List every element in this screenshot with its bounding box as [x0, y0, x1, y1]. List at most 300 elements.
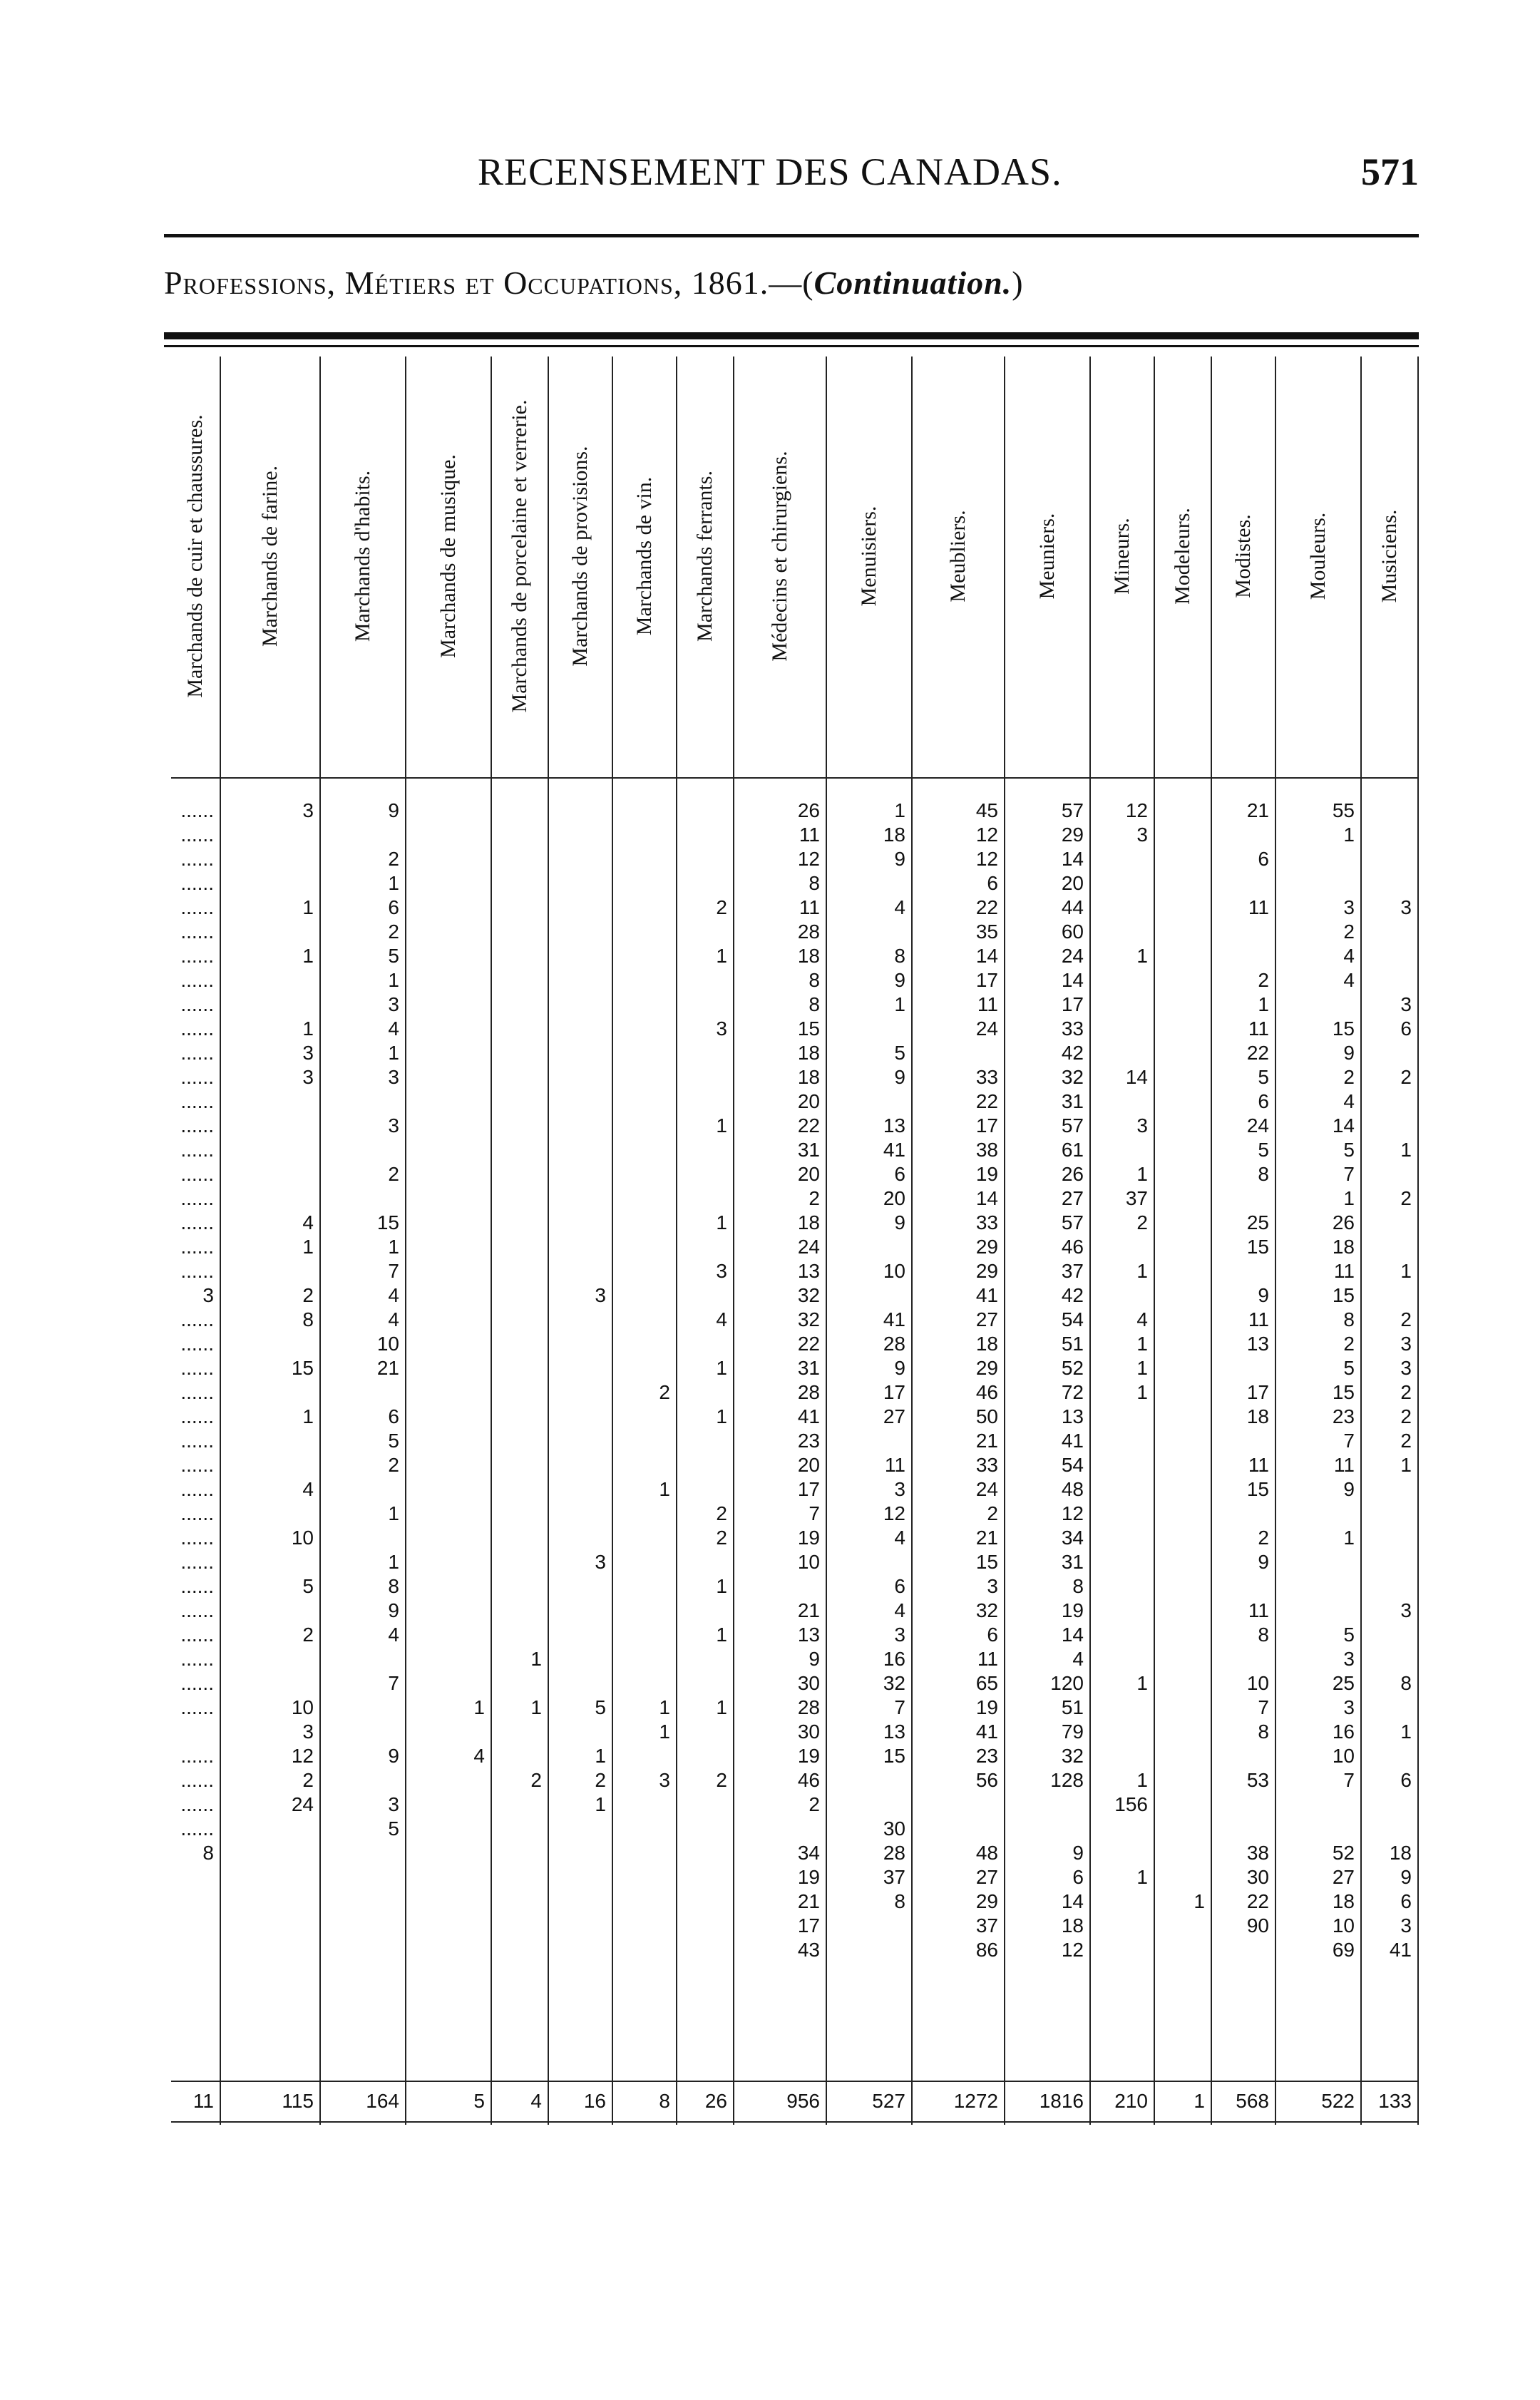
- table-cell: 11: [1248, 1599, 1269, 1621]
- table-cell: 27: [975, 1866, 998, 1888]
- table-cell: [613, 1186, 676, 1211]
- table-cell: 6: [894, 1163, 905, 1185]
- table-cell: 41: [975, 1284, 998, 1306]
- table-cell: [406, 1211, 491, 1235]
- table-cell: 15: [376, 1211, 399, 1234]
- table-cell: [1091, 1283, 1154, 1308]
- table-cell: 8: [808, 993, 820, 1015]
- table-cell: ......: [180, 1551, 214, 1573]
- table-cell: [221, 1114, 319, 1138]
- column-10: [913, 357, 1005, 2125]
- table-cell: 4: [388, 1017, 399, 1040]
- table-cell: 128: [1050, 1769, 1084, 1791]
- column-cells: [492, 799, 548, 1793]
- table-cell: 1: [659, 1720, 670, 1743]
- table-cell: 10: [376, 1333, 399, 1355]
- table-cell: 3: [302, 1066, 314, 1088]
- table-cell: 15: [1332, 1284, 1355, 1306]
- table-cell: 11: [977, 1648, 998, 1670]
- table-cell: [549, 1259, 612, 1283]
- table-cell: 12: [291, 1745, 314, 1767]
- table-cell: [549, 1671, 612, 1696]
- table-cell: 27: [1332, 1866, 1355, 1888]
- table-cell: 18: [1332, 1890, 1355, 1912]
- table-cell: [492, 1720, 548, 1744]
- table-cell: [406, 1259, 491, 1283]
- table-cell: 1: [1136, 945, 1148, 967]
- table-cell: [1155, 1841, 1211, 1865]
- table-cell: ......: [180, 1430, 214, 1452]
- column-cells: [171, 799, 220, 1865]
- table-cell: 2: [659, 1381, 670, 1403]
- table-cell: 3: [894, 1478, 905, 1500]
- column-header: [1276, 357, 1360, 756]
- table-cell: 17: [975, 1114, 998, 1137]
- table-cell: [613, 1114, 676, 1138]
- table-cell: ......: [180, 1527, 214, 1549]
- table-cell: 18: [1332, 1236, 1355, 1258]
- table-cell: [1362, 847, 1417, 871]
- table-cell: 1: [894, 799, 905, 821]
- table-cell: [1091, 1817, 1154, 1841]
- table-cell: 15: [797, 1017, 820, 1040]
- table-cell: [1155, 823, 1211, 847]
- table-cell: [549, 920, 612, 944]
- table-cell: 11: [799, 824, 820, 846]
- table-cell: [1155, 1114, 1211, 1138]
- table-cell: [1155, 1623, 1211, 1647]
- table-cell: 1: [1343, 1187, 1355, 1209]
- table-cell: [1212, 1793, 1275, 1817]
- table-cell: [492, 1623, 548, 1647]
- table-cell: 3: [1400, 1914, 1412, 1937]
- table-cell: 9: [1258, 1284, 1269, 1306]
- table-cell: [492, 968, 548, 993]
- table-cell: [1212, 1259, 1275, 1283]
- table-cell: 4: [1343, 945, 1355, 967]
- table-cell: 11: [1333, 1454, 1355, 1476]
- table-cell: ......: [180, 920, 214, 943]
- table-cell: ......: [180, 1502, 214, 1524]
- table-cell: [549, 847, 612, 871]
- table-cell: [677, 1380, 733, 1405]
- column-16: [1362, 357, 1419, 2125]
- table-cell: [1091, 993, 1154, 1017]
- table-cell: 120: [1050, 1672, 1084, 1694]
- table-cell: 14: [1061, 1890, 1084, 1912]
- table-cell: ......: [180, 969, 214, 991]
- table-cell: 9: [1258, 1551, 1269, 1573]
- table-cell: [734, 1574, 826, 1599]
- table-cell: 7: [894, 1696, 905, 1718]
- table-cell: [406, 1574, 491, 1599]
- column-header: [492, 357, 548, 756]
- total-cell: 956: [786, 2090, 820, 2112]
- table-cell: 22: [975, 1090, 998, 1112]
- table-cell: [492, 1114, 548, 1138]
- table-cell: [549, 1405, 612, 1429]
- column-cells: [734, 799, 826, 1962]
- table-cell: ......: [180, 993, 214, 1015]
- table-cell: [1212, 1502, 1275, 1526]
- table-cell: 41: [975, 1720, 998, 1743]
- table-cell: [1155, 799, 1211, 823]
- table-cell: 4: [1072, 1648, 1084, 1670]
- table-cell: ......: [180, 1042, 214, 1064]
- table-cell: 1: [302, 896, 314, 918]
- table-cell: 1: [716, 1624, 727, 1646]
- table-cell: ......: [180, 1163, 214, 1185]
- table-cell: 15: [291, 1357, 314, 1379]
- table-cell: 2: [1258, 1527, 1269, 1549]
- table-cell: 1: [1136, 1381, 1148, 1403]
- table-cell: 22: [1246, 1042, 1269, 1064]
- table-cell: 44: [1061, 896, 1084, 918]
- table-cell: 2: [1258, 969, 1269, 991]
- table-cell: [1155, 1744, 1211, 1768]
- table-cell: [221, 1162, 319, 1186]
- table-cell: 1: [388, 969, 399, 991]
- table-cell: 51: [1061, 1333, 1084, 1355]
- table-cell: 1: [716, 1405, 727, 1427]
- table-cell: 9: [894, 1357, 905, 1379]
- column-total: [734, 2089, 826, 2113]
- table-cell: [549, 1114, 612, 1138]
- table-cell: [1091, 1550, 1154, 1574]
- table-cell: 15: [1332, 1381, 1355, 1403]
- column-header: [1362, 357, 1417, 756]
- table-cell: 9: [388, 1599, 399, 1621]
- table-cell: 57: [1061, 799, 1084, 821]
- table-cell: [549, 1041, 612, 1065]
- table-cell: 15: [883, 1745, 905, 1767]
- table-cell: 23: [1332, 1405, 1355, 1427]
- column-cells: [1091, 799, 1154, 1962]
- table-cell: 3: [1343, 1648, 1355, 1670]
- table-cell: 8: [202, 1842, 214, 1864]
- column-1: [221, 357, 321, 2125]
- total-cell: 5: [473, 2090, 485, 2112]
- table-cell: 20: [797, 1163, 820, 1185]
- table-cell: 33: [975, 1066, 998, 1088]
- table-cell: [613, 799, 676, 823]
- table-cell: 6: [894, 1575, 905, 1597]
- table-cell: [549, 1526, 612, 1550]
- table-cell: 38: [1246, 1842, 1269, 1864]
- table-cell: [1362, 1623, 1417, 1647]
- table-cell: 31: [1061, 1551, 1084, 1573]
- column-header-label: Marchands ferrants.: [693, 471, 717, 642]
- table-cell: [1155, 1380, 1211, 1405]
- table-cell: ......: [180, 799, 214, 821]
- table-cell: 8: [388, 1575, 399, 1597]
- column-cells: [1212, 799, 1275, 1938]
- table-cell: 5: [1343, 1357, 1355, 1379]
- table-cell: 46: [797, 1769, 820, 1791]
- table-cell: [1212, 1574, 1275, 1599]
- table-cell: [613, 1259, 676, 1283]
- table-cell: [492, 1186, 548, 1211]
- table-cell: [827, 1235, 911, 1259]
- table-cell: [827, 1550, 911, 1574]
- table-cell: 2: [1400, 1066, 1412, 1088]
- table-cell: [613, 823, 676, 847]
- column-header-label: Menuisiers.: [857, 506, 881, 607]
- table-cell: [549, 1162, 612, 1186]
- table-cell: [613, 1211, 676, 1235]
- table-cell: [549, 1017, 612, 1041]
- table-cell: [549, 1235, 612, 1259]
- table-cell: 2: [987, 1502, 998, 1524]
- table-cell: 1: [388, 1236, 399, 1258]
- column-header-label: Meuniers.: [1035, 513, 1059, 600]
- table-cell: 22: [1246, 1890, 1269, 1912]
- table-cell: [613, 944, 676, 968]
- table-cell: 14: [1061, 1624, 1084, 1646]
- table-cell: [406, 823, 491, 847]
- table-cell: [613, 1041, 676, 1065]
- table-cell: [1362, 1696, 1417, 1720]
- table-cell: ......: [180, 1817, 214, 1840]
- table-cell: 6: [987, 872, 998, 894]
- table-cell: 9: [808, 1648, 820, 1670]
- table-cell: 7: [388, 1672, 399, 1694]
- table-cell: 5: [1343, 1139, 1355, 1161]
- table-cell: [613, 1065, 676, 1089]
- table-cell: 8: [808, 872, 820, 894]
- table-cell: 29: [1061, 824, 1084, 846]
- table-cell: [221, 993, 319, 1017]
- table-cell: 1: [1400, 1260, 1412, 1282]
- table-cell: 18: [975, 1333, 998, 1355]
- table-cell: 1: [388, 1502, 399, 1524]
- table-cell: 11: [799, 896, 820, 918]
- table-cell: [1091, 1235, 1154, 1259]
- table-cell: 69: [1332, 1939, 1355, 1961]
- table-cell: 1: [530, 1648, 542, 1670]
- table-cell: [221, 1380, 319, 1405]
- table-cell: [1091, 1041, 1154, 1065]
- table-cell: 4: [302, 1478, 314, 1500]
- table-cell: 30: [797, 1672, 820, 1694]
- table-cell: 4: [716, 1308, 727, 1330]
- total-cell: 568: [1236, 2090, 1269, 2112]
- table-cell: 2: [302, 1769, 314, 1791]
- table-cell: 13: [1061, 1405, 1084, 1427]
- table-cell: 2: [388, 848, 399, 870]
- table-cell: [1091, 1623, 1154, 1647]
- table-cell: 19: [975, 1696, 998, 1718]
- column-header: [1212, 357, 1275, 756]
- table-cell: [1155, 1817, 1211, 1841]
- table-cell: ......: [180, 945, 214, 967]
- table-cell: 1: [659, 1696, 670, 1718]
- table-cell: [406, 847, 491, 871]
- table-cell: 10: [1332, 1745, 1355, 1767]
- table-cell: [827, 920, 911, 944]
- table-cell: 32: [1061, 1066, 1084, 1088]
- table-cell: ......: [180, 1357, 214, 1379]
- table-cell: [677, 920, 733, 944]
- column-6: [613, 357, 677, 2125]
- table-cell: ......: [180, 1672, 214, 1694]
- table-cell: [406, 1186, 491, 1211]
- table-cell: 5: [894, 1042, 905, 1064]
- column-total: [1276, 2089, 1360, 2113]
- table-cell: [677, 968, 733, 993]
- table-cell: [406, 1477, 491, 1502]
- column-14: [1212, 357, 1276, 2125]
- table-cell: 1: [659, 1478, 670, 1500]
- column-total: [913, 2089, 1004, 2113]
- table-cell: [221, 920, 319, 944]
- table-cell: [406, 1065, 491, 1089]
- table-cell: 22: [975, 896, 998, 918]
- table-cell: 1: [1136, 1672, 1148, 1694]
- table-cell: 56: [975, 1769, 998, 1791]
- table-cell: 32: [883, 1672, 905, 1694]
- table-cell: [677, 1477, 733, 1502]
- table-cell: 24: [1246, 1114, 1269, 1137]
- table-cell: 1: [1136, 1163, 1148, 1185]
- table-cell: ......: [180, 1793, 214, 1815]
- table-cell: [1212, 823, 1275, 847]
- column-header: [1091, 357, 1154, 756]
- table-cell: 2: [302, 1624, 314, 1646]
- table-cell: [406, 1526, 491, 1550]
- table-cell: ......: [180, 1575, 214, 1597]
- table-top-rule: [164, 332, 1419, 339]
- table-cell: 24: [797, 1236, 820, 1258]
- table-cell: [613, 1574, 676, 1599]
- table-cell: [613, 1089, 676, 1114]
- table-cell: 6: [1400, 1890, 1412, 1912]
- table-cell: [406, 944, 491, 968]
- table-cell: [321, 1138, 405, 1162]
- table-cell: 4: [894, 1599, 905, 1621]
- column-header: [321, 357, 405, 756]
- column-header: [677, 357, 733, 756]
- table-cell: [1362, 1574, 1417, 1599]
- table-cell: 20: [1061, 872, 1084, 894]
- column-header-label: Musiciens.: [1377, 509, 1401, 603]
- column-cells: [549, 799, 612, 1817]
- table-cell: 3: [1400, 1357, 1412, 1379]
- table-cell: [613, 871, 676, 896]
- table-cell: [677, 1453, 733, 1477]
- table-cell: [1276, 1599, 1360, 1623]
- running-title: RECENSEMENT DES CANADAS.: [478, 150, 1062, 193]
- table-cell: [406, 1429, 491, 1453]
- table-cell: [221, 1138, 319, 1162]
- column-7: [677, 357, 734, 2125]
- column-header: [827, 357, 911, 756]
- page-header: [164, 150, 1419, 207]
- header-rule: [164, 234, 1419, 237]
- table-cell: [1155, 944, 1211, 968]
- table-cell: 6: [388, 1405, 399, 1427]
- table-cell: 19: [797, 1866, 820, 1888]
- table-cell: 10: [1246, 1672, 1269, 1694]
- total-cell: 1272: [953, 2090, 998, 2112]
- table-cell: 18: [797, 1042, 820, 1064]
- table-cell: 1: [1400, 1720, 1412, 1743]
- table-cell: 5: [388, 945, 399, 967]
- table-cell: [492, 1744, 548, 1768]
- table-cell: [677, 871, 733, 896]
- table-cell: ......: [180, 1599, 214, 1621]
- table-cell: 22: [797, 1333, 820, 1355]
- table-cell: [827, 1089, 911, 1114]
- table-title-prefix: Professions, Métiers et Occupations, 1861.—(: [164, 265, 814, 301]
- table-cell: [1362, 1041, 1417, 1065]
- column-header: [221, 357, 319, 756]
- table-cell: 11: [1248, 1308, 1269, 1330]
- table-cell: ......: [180, 896, 214, 918]
- table-cell: ......: [180, 1745, 214, 1767]
- table-cell: [221, 847, 319, 871]
- table-cell: 2: [716, 1769, 727, 1791]
- table-cell: 12: [1061, 1502, 1084, 1524]
- table-cell: [613, 1671, 676, 1696]
- table-cell: [1155, 1138, 1211, 1162]
- table-cell: 1: [1258, 993, 1269, 1015]
- table-cell: [549, 1380, 612, 1405]
- table-cell: [613, 1283, 676, 1308]
- table-cell: 26: [1061, 1163, 1084, 1185]
- table-cell: [406, 1502, 491, 1526]
- table-cell: 3: [388, 1114, 399, 1137]
- table-cell: [1091, 1914, 1154, 1938]
- column-header-label: Mineurs.: [1110, 518, 1134, 595]
- total-cell: 1816: [1039, 2090, 1084, 2112]
- column-cells: [1155, 799, 1211, 1914]
- table-cell: [549, 1356, 612, 1380]
- table-cell: 7: [1258, 1696, 1269, 1718]
- column-total: [492, 2089, 548, 2113]
- table-cell: 5: [1258, 1139, 1269, 1161]
- table-cell: [677, 1429, 733, 1453]
- table-cell: ......: [180, 1236, 214, 1258]
- table-cell: 9: [894, 848, 905, 870]
- table-cell: [1362, 1211, 1417, 1235]
- table-cell: [321, 1089, 405, 1114]
- table-cell: 29: [975, 1890, 998, 1912]
- table-cell: [406, 1623, 491, 1647]
- table-cell: [406, 920, 491, 944]
- table-cell: 27: [883, 1405, 905, 1427]
- table-cell: [613, 1356, 676, 1380]
- table-cell: [613, 1138, 676, 1162]
- table-cell: 32: [797, 1308, 820, 1330]
- table-cell: 20: [797, 1454, 820, 1476]
- table-cell: 2: [1400, 1187, 1412, 1209]
- table-cell: 28: [797, 920, 820, 943]
- table-cell: [221, 1671, 319, 1696]
- table-cell: 54: [1061, 1308, 1084, 1330]
- column-header-label: Modistes.: [1231, 514, 1255, 598]
- column-12: [1091, 357, 1155, 2125]
- table-cell: 26: [1332, 1211, 1355, 1234]
- column-total: [1091, 2089, 1154, 2113]
- table-cell: 22: [797, 1114, 820, 1137]
- total-cell: 8: [659, 2090, 670, 2112]
- table-title: [164, 264, 1024, 302]
- table-cell: [613, 920, 676, 944]
- table-cell: 41: [797, 1405, 820, 1427]
- table-cell: 21: [975, 1430, 998, 1452]
- table-cell: [1091, 1526, 1154, 1550]
